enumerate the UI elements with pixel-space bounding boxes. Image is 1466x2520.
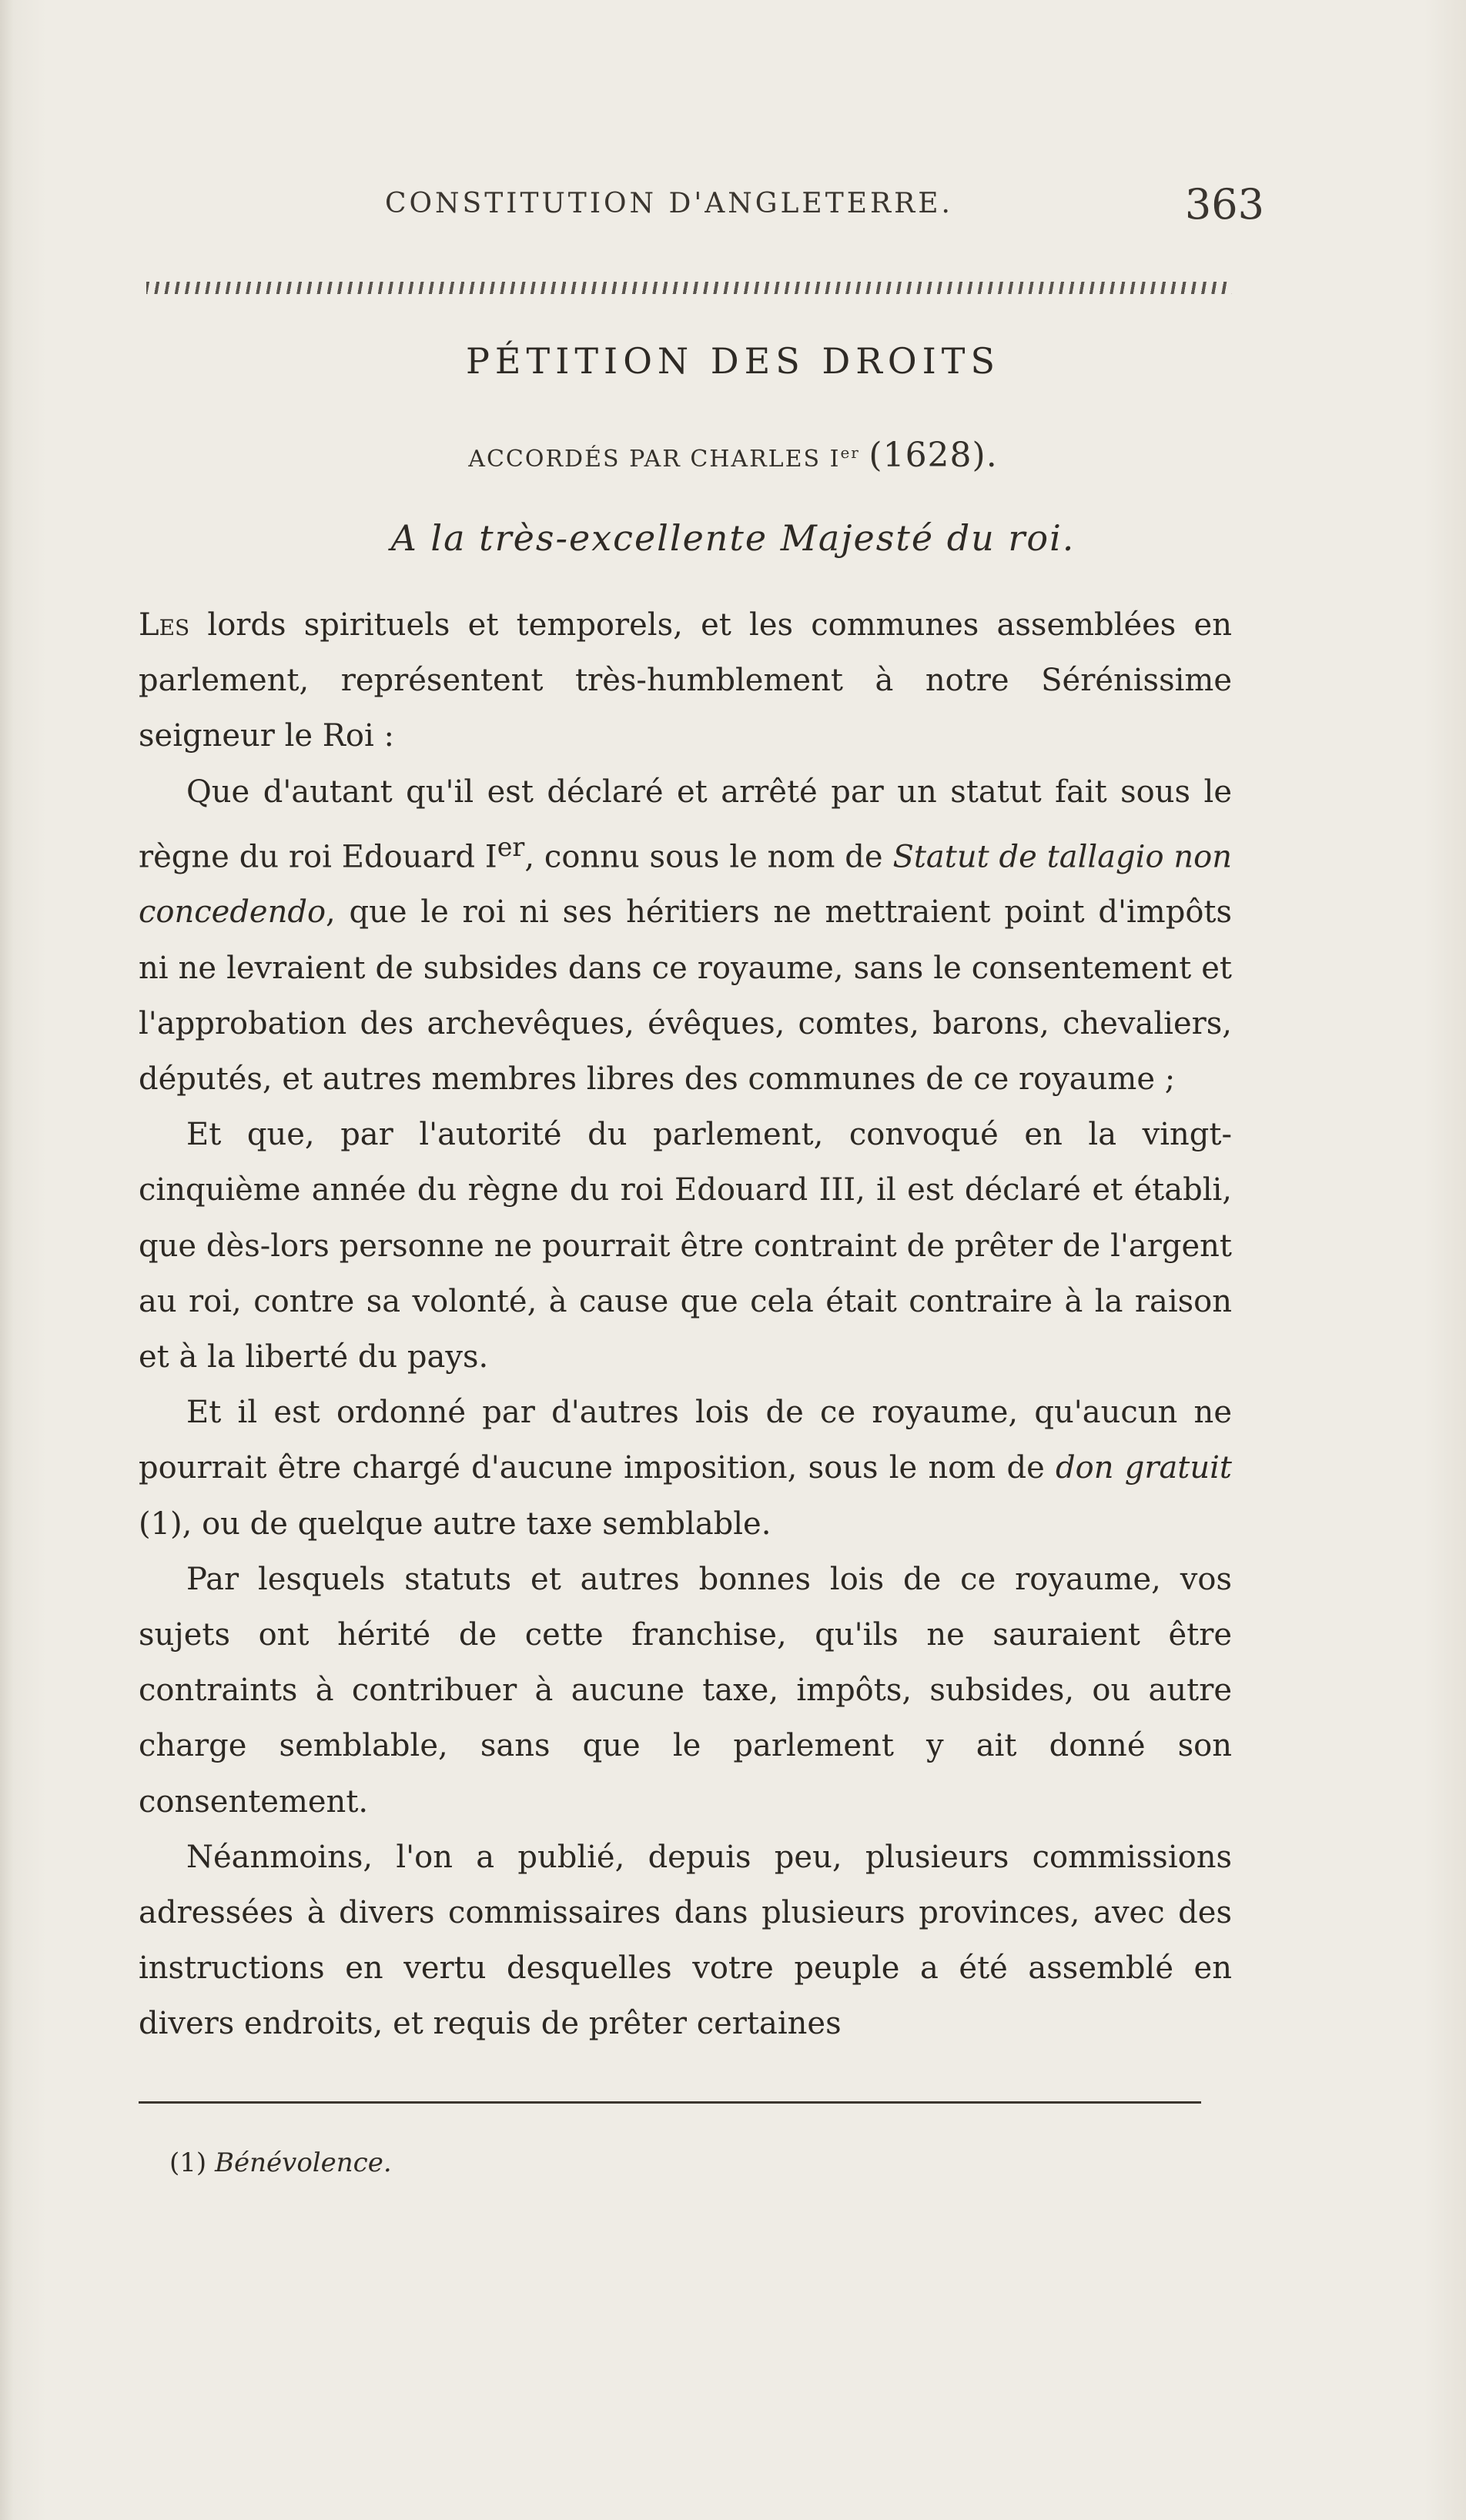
page-number: 363 (1184, 180, 1264, 229)
subheading-superscript: er (840, 443, 860, 462)
paragraph-1 (139, 597, 1232, 764)
paragraph-2-before: Que d'autant qu'il est déclaré et arrêté par un statut fait sous le règne du roi Edouard I (139, 774, 1232, 875)
ornamental-rule (146, 282, 1232, 294)
paragraph-1-lead: Les (139, 607, 190, 643)
footnote-marker: (1) (169, 2147, 207, 2178)
footnote-rule (139, 2101, 1201, 2104)
paragraph-4-before: Et il est ordonné par d'autres lois de ce royaume, qu'aucun ne pourrait être chargé d'aucune imposition, sous le nom de (139, 1395, 1232, 1486)
paragraph-2-after: , que le roi ni ses héritiers ne mettraient point d'impôts ni ne levraient de subsides dans ce royaume, sans le consentement et l'approbation des archevêques, évêques, comtes, barons, chevaliers, députés, et autres membres libres des communes de ce royaume ; (139, 894, 1232, 1097)
paragraph-2-sup: er (497, 831, 525, 862)
subheading-year: (1628). (869, 436, 998, 475)
paragraph-2 (139, 764, 1232, 1108)
paragraph-4 (139, 1385, 1232, 1552)
subheading-text: ACCORDÉS PAR CHARLES I (468, 446, 841, 473)
dedication-line: A la très-excellente Majesté du roi. (390, 517, 1076, 559)
footnote (169, 2147, 392, 2178)
paragraph-6: Néanmoins, l'on a publié, depuis peu, plusieurs commissions adressées à divers commissaires dans plusieurs provinces, avec des instructions en vertu desquelles votre peuple a été assemblé en divers endroits, et requis de prêter certaines (139, 1839, 1232, 2042)
paragraph-4-italic: don gratuit (1056, 1450, 1232, 1486)
paragraph-1-text: lords spirituels et temporels, et les communes assemblées en parlement, représentent très-humblement à notre Sérénissime seigneur le Roi : (139, 607, 1232, 754)
body-text (139, 597, 1232, 2052)
running-head-title: CONSTITUTION D'ANGLETERRE. (385, 188, 953, 219)
section-heading: PÉTITION DES DROITS (465, 340, 1000, 382)
running-head (139, 180, 1264, 231)
paragraph-3: Et que, par l'autorité du parlement, convoqué en la vingt-cinquième année du règne du roi Edouard III, il est déclaré et établi, que dès-lors personne ne pourrait être contraint de prêter de l'argent au roi, contre sa volonté, à cause que cela était contraire à la raison et à la liberté du pays. (139, 1117, 1232, 1375)
footnote-text: Bénévolence. (214, 2147, 392, 2178)
paragraph-4-after: (1), ou de quelque autre taxe semblable. (139, 1506, 771, 1542)
paragraph-2-italic: Statut de tallagio non concedendo (139, 839, 1233, 931)
paragraph-5: Par lesquels statuts et autres bonnes lois de ce royaume, vos sujets ont hérité de cette franchise, qu'ils ne sauraient être contraints à contribuer à aucune taxe, impôts, subsides, ou autre charge semblable, sans que le parlement y ait donné son consentement. (139, 1561, 1232, 1820)
paragraph-2-middle: , connu sous le nom de (524, 839, 893, 875)
section-subheading (0, 436, 1466, 475)
